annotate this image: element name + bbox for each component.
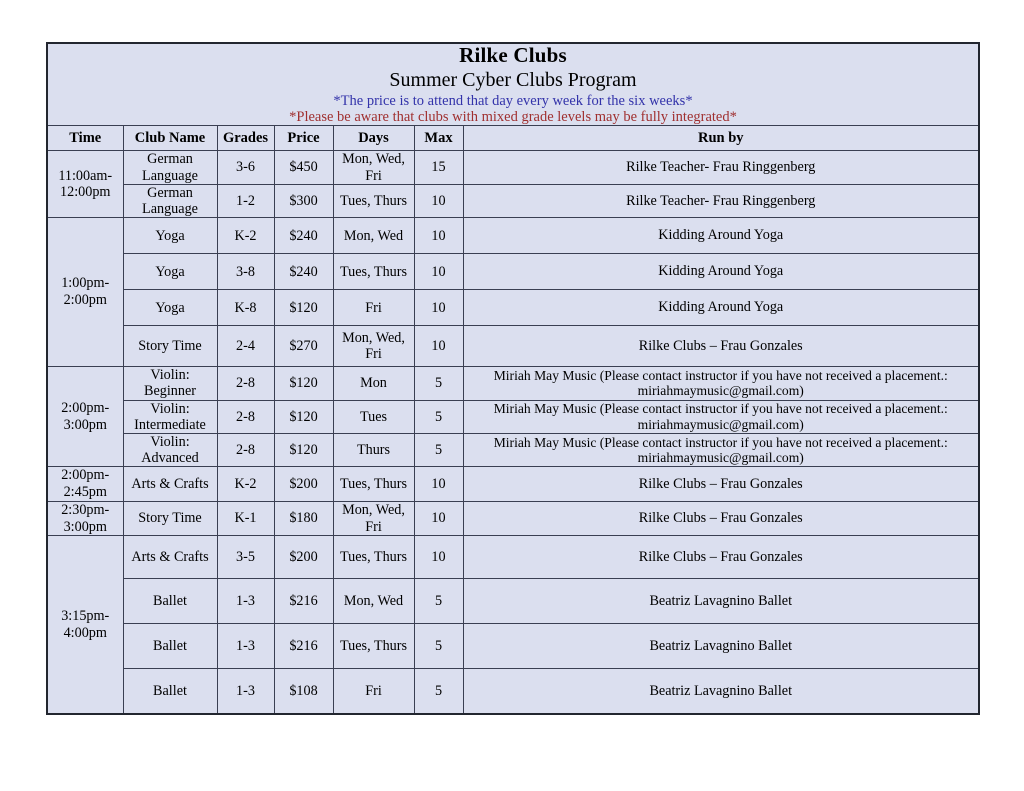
grades-cell: K-1 [217, 501, 274, 536]
run-by-cell: Kidding Around Yoga [463, 254, 979, 290]
days-cell: Mon [333, 367, 414, 400]
days-cell: Tues, Thurs [333, 536, 414, 579]
max-cell: 5 [414, 669, 463, 714]
run-by-cell: Miriah May Music (Please contact instructor if you have not received a placement.: miriahmaymusic@gmail.com) [463, 400, 979, 433]
title-block [47, 43, 979, 126]
club-name-cell: Ballet [123, 624, 217, 669]
run-by-cell: Beatriz Lavagnino Ballet [463, 579, 979, 624]
max-cell: 5 [414, 433, 463, 466]
table-header-row [47, 126, 979, 151]
run-by-cell: Rilke Clubs – Frau Gonzales [463, 536, 979, 579]
price-cell: $240 [274, 218, 333, 254]
table-row [47, 151, 979, 184]
price-cell: $216 [274, 624, 333, 669]
grades-cell: 2-4 [217, 326, 274, 367]
grades-cell: 2-8 [217, 400, 274, 433]
price-cell: $120 [274, 400, 333, 433]
days-cell: Mon, Wed, Fri [333, 501, 414, 536]
grades-cell: K-8 [217, 290, 274, 326]
table-row [47, 669, 979, 714]
time-group-cell: 2:00pm-2:45pm [47, 467, 123, 502]
price-cell: $180 [274, 501, 333, 536]
table-row [47, 433, 979, 466]
run-by-cell: Beatriz Lavagnino Ballet [463, 669, 979, 714]
table-row [47, 326, 979, 367]
club-name-cell: Violin: Intermediate [123, 400, 217, 433]
grades-cell: 2-8 [217, 433, 274, 466]
column-header-time: Time [47, 126, 123, 151]
grades-cell: 2-8 [217, 367, 274, 400]
time-group-cell: 3:15pm-4:00pm [47, 536, 123, 714]
table-row [47, 467, 979, 502]
price-cell: $120 [274, 367, 333, 400]
price-cell: $216 [274, 579, 333, 624]
days-cell: Tues, Thurs [333, 467, 414, 502]
club-name-cell: German Language [123, 184, 217, 217]
max-cell: 15 [414, 151, 463, 184]
table-row [47, 218, 979, 254]
run-by-cell: Miriah May Music (Please contact instructor if you have not received a placement.: miriahmaymusic@gmail.com) [463, 367, 979, 400]
max-cell: 10 [414, 536, 463, 579]
run-by-cell: Kidding Around Yoga [463, 290, 979, 326]
max-cell: 10 [414, 254, 463, 290]
club-name-cell: Yoga [123, 254, 217, 290]
max-cell: 5 [414, 367, 463, 400]
club-name-cell: German Language [123, 151, 217, 184]
club-name-cell: Ballet [123, 669, 217, 714]
run-by-cell: Miriah May Music (Please contact instructor if you have not received a placement.: miriahmaymusic@gmail.com) [463, 433, 979, 466]
time-group-cell: 2:00pm-3:00pm [47, 367, 123, 467]
column-header-grades: Grades [217, 126, 274, 151]
days-cell: Tues [333, 400, 414, 433]
grades-cell: K-2 [217, 467, 274, 502]
club-name-cell: Story Time [123, 326, 217, 367]
grades-cell: 1-2 [217, 184, 274, 217]
column-header-run-by: Run by [463, 126, 979, 151]
club-name-cell: Violin: Beginner [123, 367, 217, 400]
max-cell: 10 [414, 184, 463, 217]
price-cell: $120 [274, 290, 333, 326]
schedule-table-container [46, 42, 978, 715]
run-by-cell: Rilke Teacher- Frau Ringgenberg [463, 151, 979, 184]
max-cell: 5 [414, 579, 463, 624]
days-cell: Mon, Wed [333, 579, 414, 624]
table-row [47, 254, 979, 290]
price-cell: $200 [274, 467, 333, 502]
clubs-schedule-table [46, 42, 980, 715]
column-header-days: Days [333, 126, 414, 151]
column-header-max: Max [414, 126, 463, 151]
max-cell: 10 [414, 501, 463, 536]
run-by-cell: Rilke Clubs – Frau Gonzales [463, 326, 979, 367]
grades-cell: 1-3 [217, 624, 274, 669]
price-cell: $450 [274, 151, 333, 184]
days-cell: Fri [333, 290, 414, 326]
grades-cell: 3-8 [217, 254, 274, 290]
column-header-club-name: Club Name [123, 126, 217, 151]
club-name-cell: Violin: Advanced [123, 433, 217, 466]
time-group-cell: 11:00am-12:00pm [47, 151, 123, 218]
price-cell: $108 [274, 669, 333, 714]
club-name-cell: Arts & Crafts [123, 467, 217, 502]
days-cell: Fri [333, 669, 414, 714]
time-group-cell: 1:00pm-2:00pm [47, 218, 123, 367]
table-row [47, 579, 979, 624]
club-name-cell: Story Time [123, 501, 217, 536]
club-name-cell: Yoga [123, 218, 217, 254]
price-cell: $300 [274, 184, 333, 217]
time-group-cell: 2:30pm-3:00pm [47, 501, 123, 536]
days-cell: Thurs [333, 433, 414, 466]
table-row [47, 367, 979, 400]
table-row [47, 536, 979, 579]
max-cell: 10 [414, 326, 463, 367]
days-cell: Mon, Wed, Fri [333, 151, 414, 184]
run-by-cell: Rilke Clubs – Frau Gonzales [463, 467, 979, 502]
grades-cell: 1-3 [217, 669, 274, 714]
grades-cell: K-2 [217, 218, 274, 254]
max-cell: 10 [414, 218, 463, 254]
price-cell: $200 [274, 536, 333, 579]
club-name-cell: Arts & Crafts [123, 536, 217, 579]
table-row [47, 400, 979, 433]
days-cell: Tues, Thurs [333, 184, 414, 217]
page-title: Rilke Clubs [459, 43, 567, 67]
max-cell: 5 [414, 400, 463, 433]
grades-cell: 1-3 [217, 579, 274, 624]
max-cell: 10 [414, 467, 463, 502]
note-price: *The price is to attend that day every week for the six weeks* [333, 92, 693, 109]
days-cell: Tues, Thurs [333, 254, 414, 290]
run-by-cell: Beatriz Lavagnino Ballet [463, 624, 979, 669]
run-by-cell: Kidding Around Yoga [463, 218, 979, 254]
days-cell: Mon, Wed [333, 218, 414, 254]
max-cell: 10 [414, 290, 463, 326]
max-cell: 5 [414, 624, 463, 669]
price-cell: $270 [274, 326, 333, 367]
run-by-cell: Rilke Clubs – Frau Gonzales [463, 501, 979, 536]
price-cell: $240 [274, 254, 333, 290]
table-row [47, 624, 979, 669]
club-name-cell: Ballet [123, 579, 217, 624]
grades-cell: 3-5 [217, 536, 274, 579]
table-row [47, 290, 979, 326]
table-row [47, 501, 979, 536]
days-cell: Tues, Thurs [333, 624, 414, 669]
note-grades: *Please be aware that clubs with mixed grade levels may be fully integrated* [289, 109, 737, 126]
page-subtitle: Summer Cyber Clubs Program [389, 68, 637, 91]
column-header-price: Price [274, 126, 333, 151]
title-row [47, 43, 979, 126]
table-row [47, 184, 979, 217]
price-cell: $120 [274, 433, 333, 466]
days-cell: Mon, Wed, Fri [333, 326, 414, 367]
run-by-cell: Rilke Teacher- Frau Ringgenberg [463, 184, 979, 217]
grades-cell: 3-6 [217, 151, 274, 184]
club-name-cell: Yoga [123, 290, 217, 326]
